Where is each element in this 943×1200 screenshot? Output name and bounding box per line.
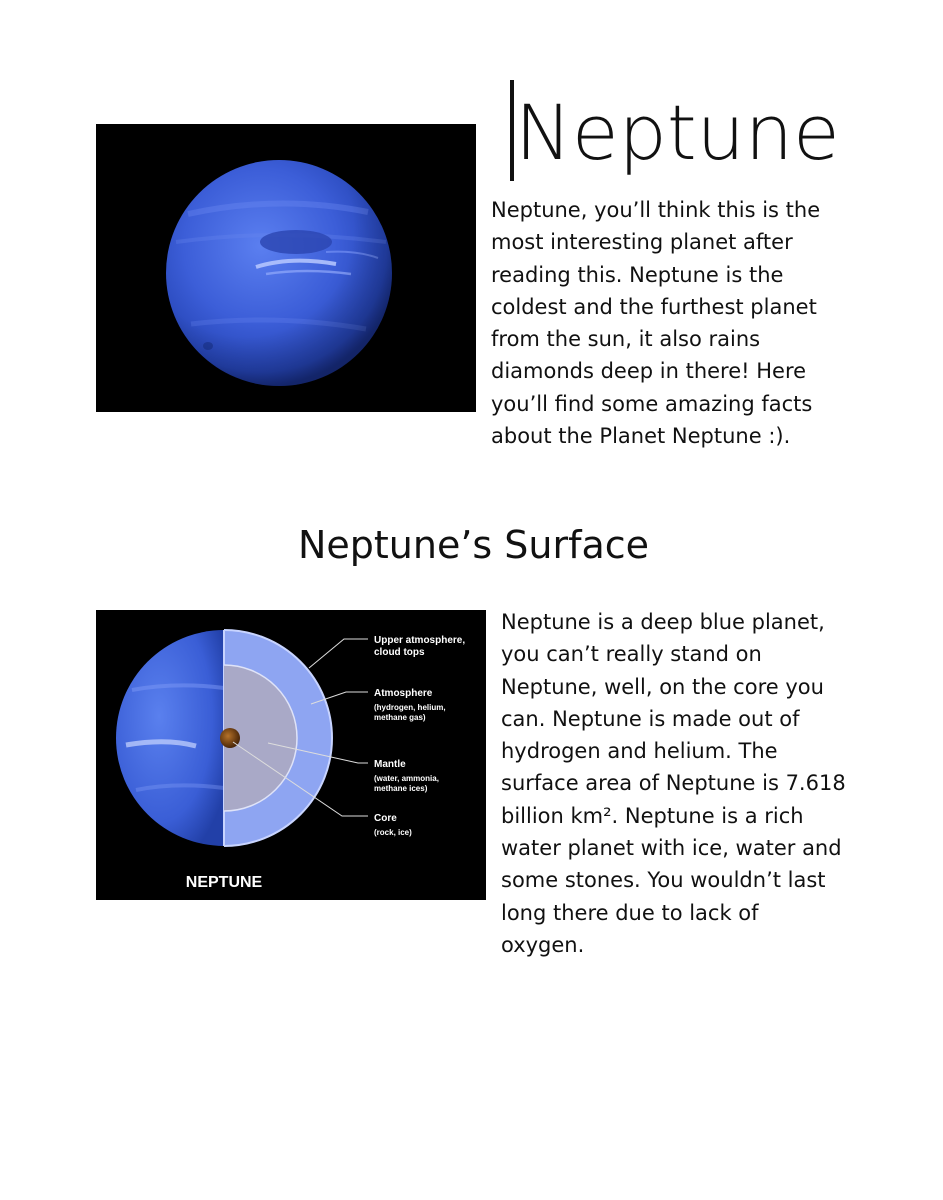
neptune-photo (96, 124, 476, 412)
page-title: Neptune (515, 88, 840, 177)
section-heading: Neptune’s Surface (297, 523, 650, 567)
text-cursor (510, 80, 514, 181)
neptune-structure-diagram (96, 610, 486, 900)
layer-detail-mantle: (water, ammonia, (374, 774, 439, 783)
layer-detail-mantle-2: methane ices) (374, 784, 428, 793)
layer-label-core: Core (374, 813, 397, 824)
intro-paragraph: Neptune, you’ll think this is the most interesting planet after reading this. Neptune is the coldest and the furthest planet from the sun, it also rains diamonds deep in there! Here you’ll find some amazing facts about the Planet Neptune :). (491, 198, 821, 449)
planet-label: NEPTUNE (185, 874, 263, 891)
layer-detail-core: (rock, ice) (374, 828, 412, 837)
layer-detail-atmosphere-2: methane gas) (374, 713, 426, 722)
layer-detail-atmosphere: (hydrogen, helium, (374, 703, 446, 712)
layer-label-upper: Upper atmosphere, (374, 635, 466, 646)
layer-label-mantle: Mantle (374, 759, 406, 770)
layer-label-upper-2: cloud tops (374, 647, 425, 658)
layer-label-atmosphere: Atmosphere (374, 688, 433, 699)
surface-paragraph: Neptune is a deep blue planet, you can’t really stand on Neptune, well, on the core you can. Neptune is made out of hydrogen and helium. The surface area of Neptune is 7.618 billion km². Neptune is a rich water planet with ice, water and some stones. You wouldn’t last long there due to lack of oxygen. (501, 610, 846, 957)
